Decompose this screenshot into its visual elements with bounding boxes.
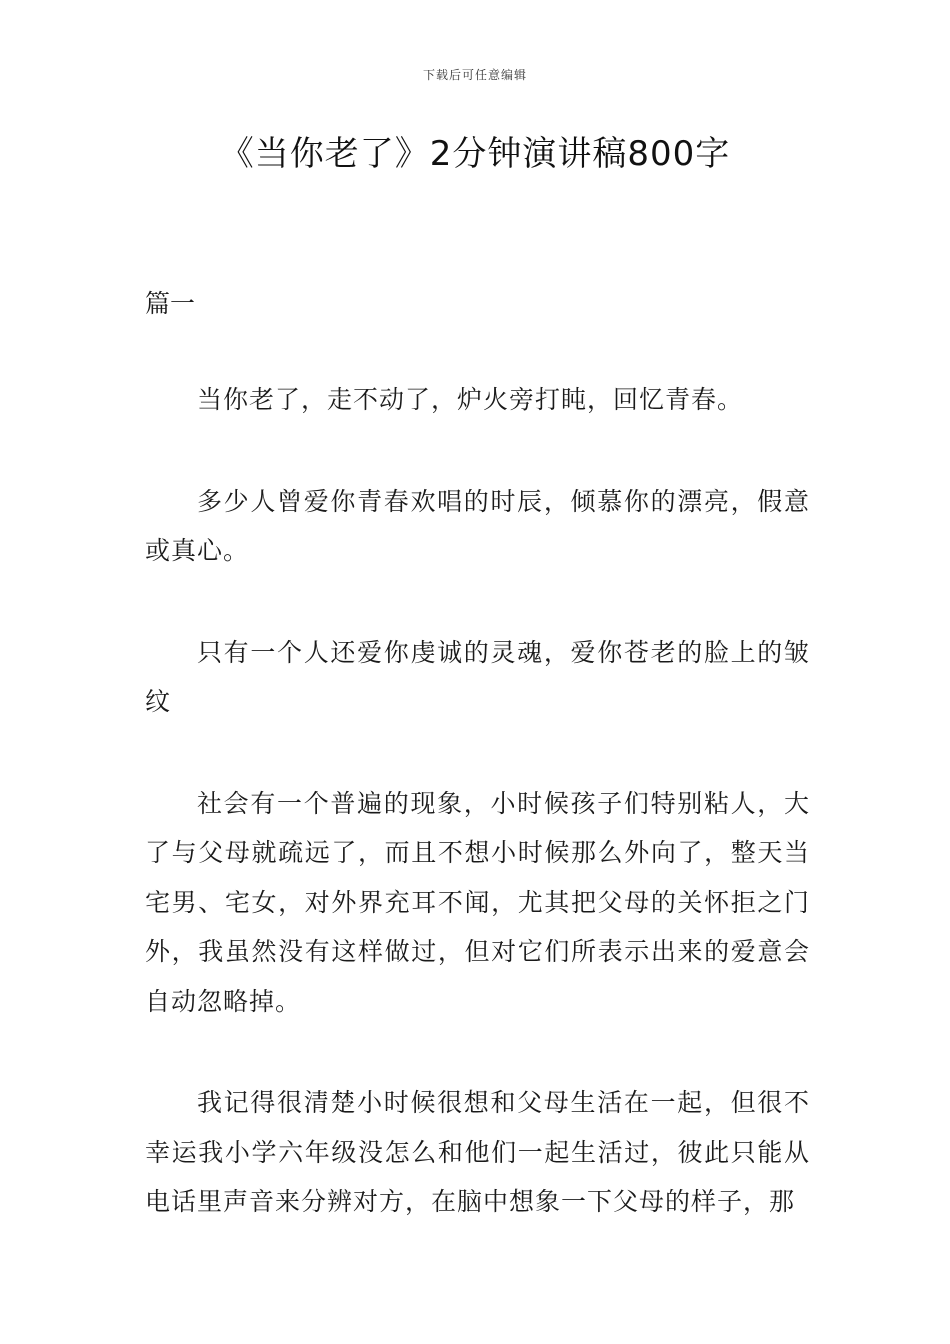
document-title: 《当你老了》2分钟演讲稿800字 (219, 134, 731, 174)
header-note: 下载后可任意编辑 (422, 68, 527, 82)
paragraph: 社会有一个普遍的现象，小时候孩子们特别粘人，大了与父母就疏远了，而且不想小时候那么外向了，整天当宅男、宅女，对外界充耳不闻，尤其把父母的关怀拒之门外，我虽然没有这样做过，但对它们所表示出来的爱意会自动忽略掉。 (145, 788, 810, 1016)
paragraph: 多少人曾爱你青春欢唱的时辰，倾慕你的漂亮，假意或真心。 (145, 486, 810, 565)
paragraph: 我记得很清楚小时候很想和父母生活在一起，但很不幸运我小学六年级没怎么和他们一起生活过，彼此只能从电话里声音来分辨对方，在脑中想象一下父母的样子，那 (145, 1088, 810, 1216)
paragraph: 只有一个人还爱你虔诚的灵魂，爱你苍老的脸上的皱纹 (145, 637, 810, 716)
paragraph: 当你老了，走不动了，炉火旁打盹，回忆青春。 (197, 385, 744, 414)
document-body (145, 375, 810, 1279)
section-label: 篇一 (145, 289, 196, 318)
